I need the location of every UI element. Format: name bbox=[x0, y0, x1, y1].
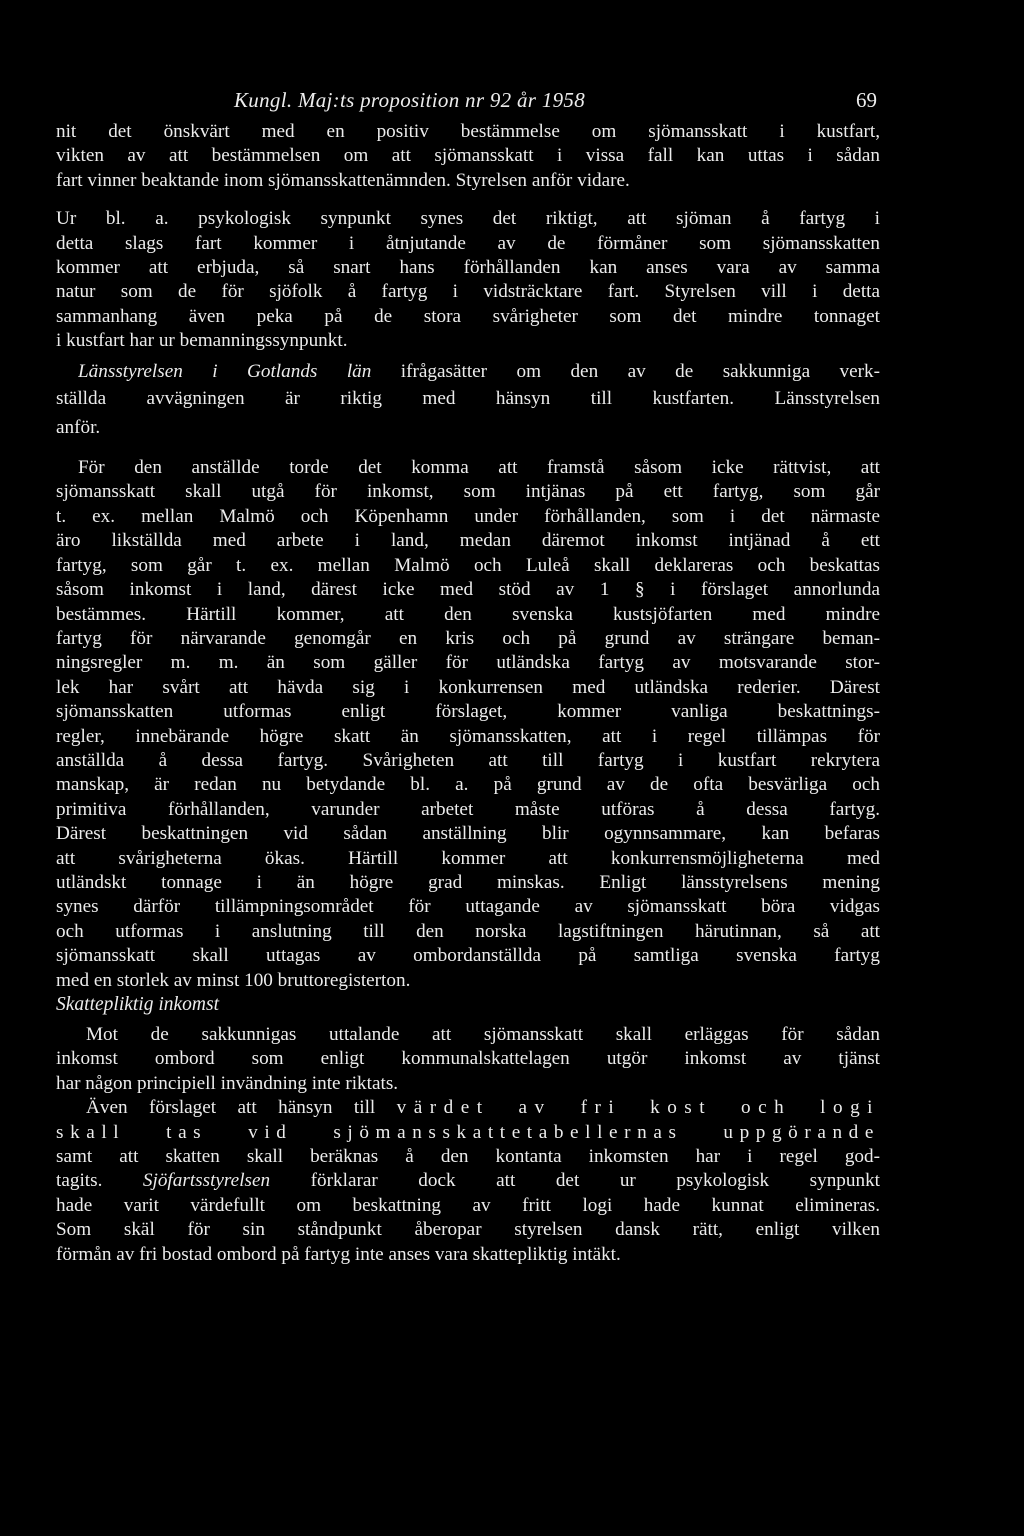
text-line: fartyg, som går t. ex. mellan Malmö och Luleå skall deklareras och beskattas bbox=[56, 554, 880, 576]
text-line: natur som de för sjöfolk å fartyg i vidsträcktare fart. Styrelsen vill i detta bbox=[56, 281, 880, 303]
text-line: sammanhang även peka på de stora svårigheter som det mindre tonnaget bbox=[56, 305, 880, 327]
paragraph-3 bbox=[56, 360, 880, 384]
section-heading: Skattepliktig inkomst bbox=[56, 994, 220, 1015]
text-line: manskap, är redan nu betydande bl. a. på grund av de ofta besvärliga och bbox=[56, 774, 880, 796]
text-line: bestämmes. Härtill kommer, att den svenska kustsjöfarten med mindre bbox=[56, 603, 880, 625]
text-line: t. ex. mellan Malmö och Köpenhamn under förhållanden, som i det närmaste bbox=[56, 505, 880, 527]
text-line: sjömansskatten utformas enligt förslaget, kommer vanliga beskattnings- bbox=[56, 701, 880, 723]
text-line: anför. bbox=[56, 417, 101, 439]
text-fragment: ifrågasätter om den av de sakkunniga verk- bbox=[371, 360, 880, 382]
paragraph-1 bbox=[56, 120, 880, 193]
text-line: förmån av fri bostad ombord på fartyg inte anses vara skattepliktig intäkt. bbox=[56, 1243, 621, 1265]
text-line: regler, innebärande högre skatt än sjömansskatten, att i regel tillämpas för bbox=[56, 725, 880, 747]
text-line: fart vinner beaktande inom sjömansskattenämnden. Styrelsen anför vidare. bbox=[56, 169, 630, 191]
text-line bbox=[56, 1096, 880, 1120]
text-fragment: tagits. bbox=[56, 1170, 143, 1192]
text-line: sjömansskatt skall utgå för inkomst, som intjänas på ett fartyg, som går bbox=[56, 481, 880, 503]
text-line: Ur bl. a. psykologisk synpunkt synes det riktigt, att sjöman å fartyg i bbox=[56, 208, 880, 230]
spaced-emphasis: värdet av fri kost och logi bbox=[396, 1097, 880, 1119]
text-line: såsom inkomst i land, därest icke med stöd av 1 § i förslaget annorlunda bbox=[56, 579, 880, 601]
text-line: utländskt tonnage i än högre grad minskas. Enligt länsstyrelsens mening bbox=[56, 871, 880, 893]
text-line: Som skäl för sin ståndpunkt åberopar styrelsen dansk rätt, enligt vilken bbox=[56, 1219, 880, 1241]
text-line: nit det önskvärt med en positiv bestämmelse om sjömansskatt i kustfart, bbox=[56, 121, 880, 142]
text-line: hade varit värdefullt om beskattning av fritt logi hade kunnat elimineras. bbox=[56, 1194, 880, 1216]
text-line: och utformas i anslutning till den norska lagstiftningen härutinnan, så att bbox=[56, 920, 880, 942]
text-line: kommer att erbjuda, så snart hans förhållanden kan anses vara av samma bbox=[56, 257, 880, 279]
text-line: med en storlek av minst 100 bruttoregisterton. bbox=[56, 969, 411, 991]
page-header bbox=[56, 86, 880, 120]
document-page bbox=[56, 86, 880, 1267]
text-line: äro likställda med arbete i land, medan däremot inkomst intjänad å ett bbox=[56, 530, 880, 552]
text-fragment: förklarar dock att det ur psykologisk synpunkt bbox=[270, 1170, 880, 1192]
spaced-emphasis-line: skall tas vid sjömansskattetabellernas uppgörande bbox=[56, 1121, 880, 1143]
text-line: i kustfart har ur bemanningssynpunkt. bbox=[56, 330, 348, 352]
text-line: synes därför tillämpningsområdet för uttagande av sjömansskatt böra vidgas bbox=[56, 896, 880, 918]
italic-authority: Sjöfartsstyrelsen bbox=[142, 1170, 271, 1192]
text-line: att svårigheterna ökas. Härtill kommer att konkurrensmöjligheterna med bbox=[56, 847, 880, 869]
text-line: Därest beskattningen vid sådan anställning blir ogynnsammare, kan befaras bbox=[56, 823, 880, 845]
text-line: inkomst ombord som enligt kommunalskattelagen utgör inkomst av tjänst bbox=[56, 1048, 880, 1070]
text-line: ningsregler m. m. än som gäller för utländska fartyg av motsvarande stor- bbox=[56, 652, 880, 674]
text-line bbox=[56, 1169, 880, 1193]
text-line: vikten av att bestämmelsen om att sjömansskatt i vissa fall kan uttas i sådan bbox=[56, 145, 880, 167]
text-line: anställda å dessa fartyg. Svårigheten att till fartyg i kustfart rekrytera bbox=[56, 749, 880, 771]
paragraph-2 bbox=[56, 207, 880, 353]
italic-authority: Länsstyrelsen i Gotlands län bbox=[78, 360, 372, 382]
text-line: har någon principiell invändning inte riktats. bbox=[56, 1072, 399, 1094]
text-line: fartyg för närvarande genomgår en kris och på grund av strängare beman- bbox=[56, 627, 880, 649]
running-title: Kungl. Maj:ts proposition nr 92 år 1958 bbox=[234, 88, 586, 112]
paragraph-4 bbox=[56, 456, 880, 993]
text-line: ställda avvägningen är riktig med hänsyn till kustfarten. Länsstyrelsen bbox=[56, 388, 880, 410]
text-line: lek har svårt att hävda sig i konkurrensen med utländska rederier. Därest bbox=[56, 676, 880, 698]
page-number: 69 bbox=[856, 88, 877, 112]
text-line: sjömansskatt skall uttagas av ombordanställda på samtliga svenska fartyg bbox=[56, 945, 880, 967]
text-line: detta slags fart kommer i åtnjutande av de förmåner som sjömansskatten bbox=[56, 232, 880, 254]
paragraph-3-continued bbox=[56, 384, 880, 442]
text-line: För den anställde torde det komma att framstå såsom icke rättvist, att bbox=[78, 457, 880, 479]
text-fragment: Även förslaget att hänsyn till bbox=[86, 1097, 397, 1119]
section-paragraph-1 bbox=[56, 1023, 880, 1096]
section-paragraph-2 bbox=[56, 1096, 880, 1267]
text-line: Mot de sakkunnigas uttalande att sjömansskatt skall erläggas för sådan bbox=[86, 1024, 880, 1045]
text-line: primitiva förhållanden, varunder arbetet måste utföras å dessa fartyg. bbox=[56, 798, 880, 820]
text-line bbox=[78, 360, 880, 384]
text-line: samt att skatten skall beräknas å den kontanta inkomsten har i regel god- bbox=[56, 1146, 880, 1168]
